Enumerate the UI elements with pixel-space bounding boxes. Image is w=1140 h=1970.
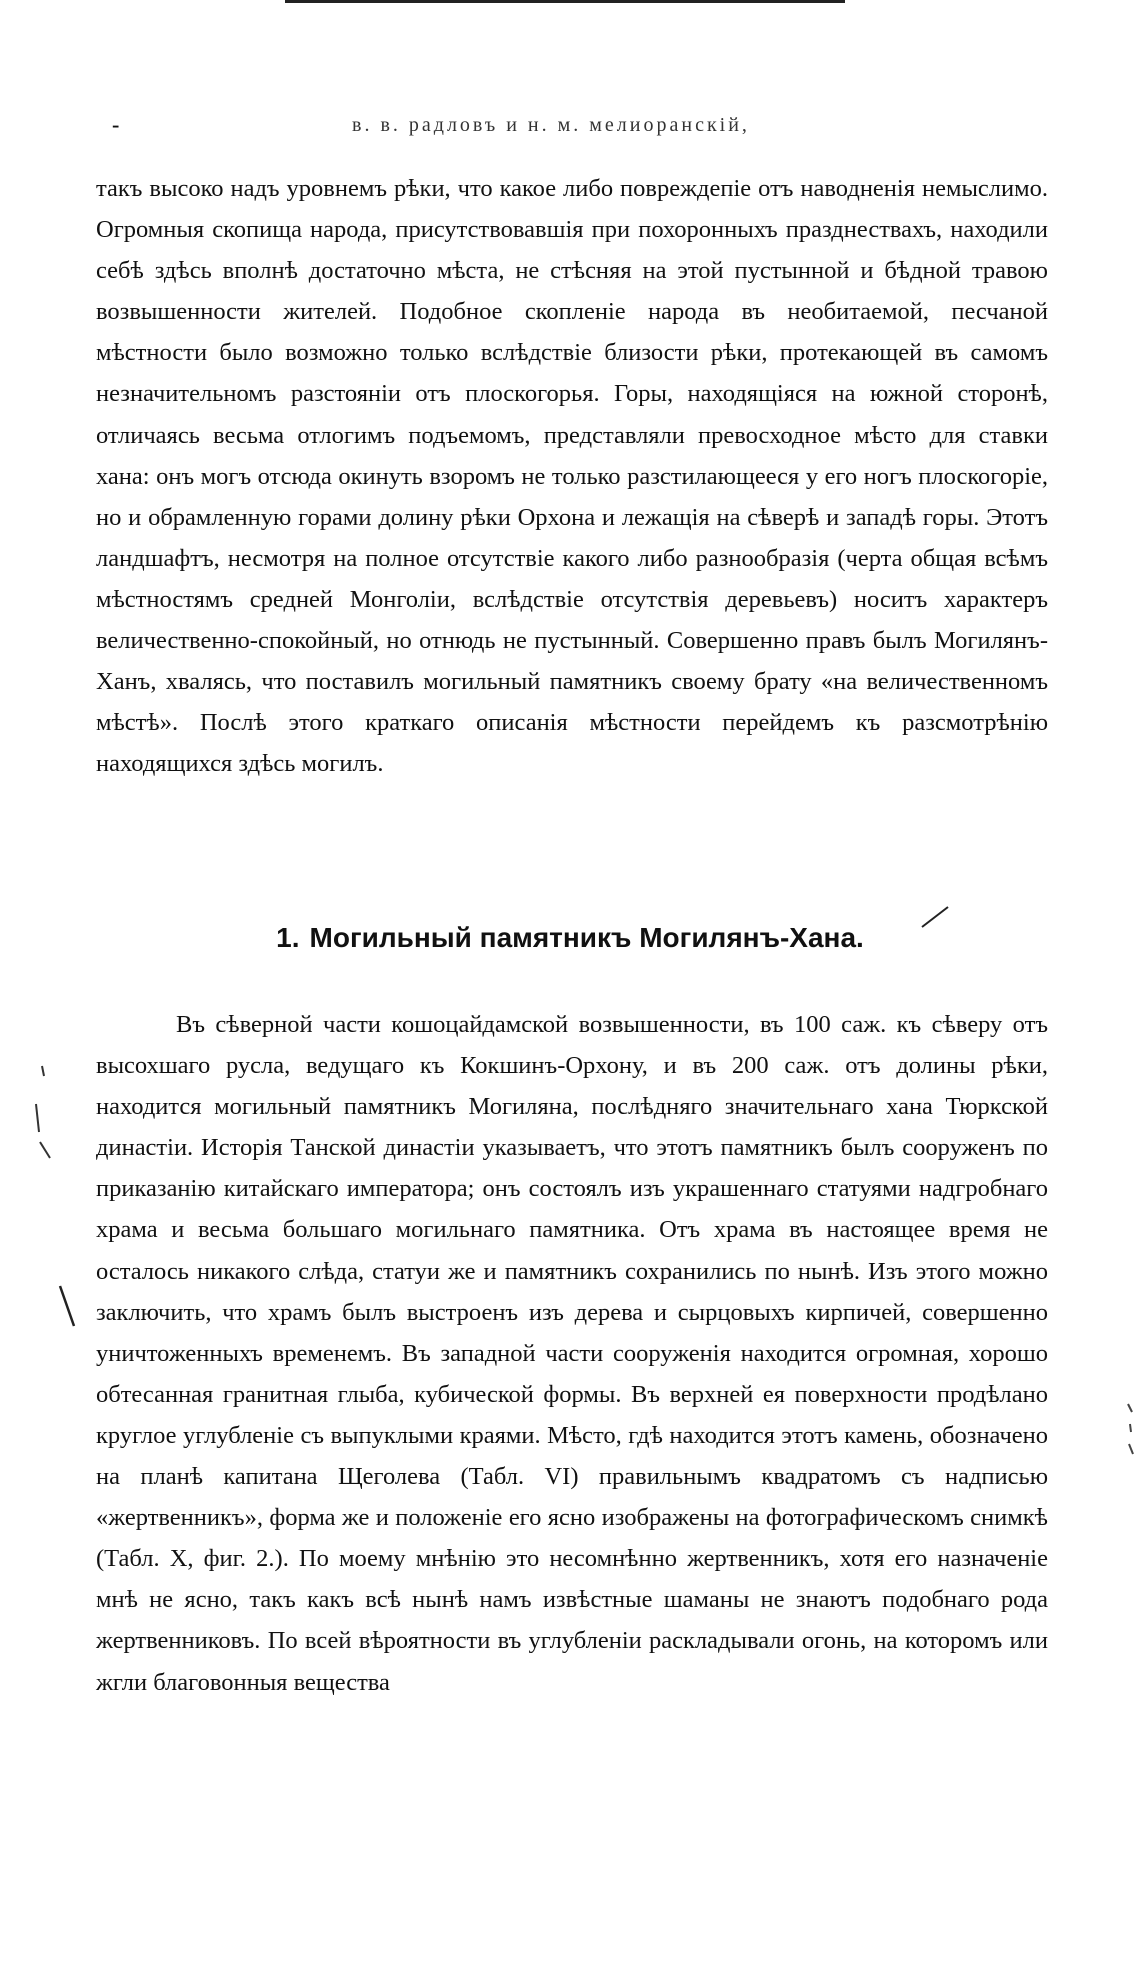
margin-pencil-mark-2 bbox=[54, 1282, 84, 1332]
section-title: Могильный памятникъ Могилянъ-Хана. bbox=[309, 922, 864, 953]
section-number: 1. bbox=[276, 922, 300, 953]
body-paragraph-2: Въ сѣверной части кошоцайдамской возвышенности, въ 100 саж. къ сѣверу отъ высохшаго русла, ведущаго къ Кокшинъ-Орхону, и въ 200 саж. отъ долины рѣки, находится могильный памятникъ Могиляна, послѣдняго значительнаго хана Тюркской династіи. Исторія Танской династіи указываетъ, что этотъ памятникъ былъ сооруженъ по приказанію китайскаго императора; онъ состоялъ изъ украшеннаго статуями надгробнаго храма и весьма большаго могильнаго памятника. Отъ храма въ настоящее время не осталось никакого слѣда, статуи же и памятникъ сохранились по нынѣ. Изъ этого можно заключить, что храмъ былъ выстроенъ изъ дерева и сырцовыхъ кирпичей, совершенно уничтоженныхъ временемъ. Въ западной части сооруженія находится огромная, хорошо обтесанная гранитная глыба, кубической формы. Въ верхней ея поверхности продѣлано круглое углубленіе съ выпуклыми краями. Мѣсто, гдѣ находится этотъ камень, обозначено на планѣ капитана Щеголева (Табл. VI) правильнымъ квадратомъ съ надписью «жертвенникъ», форма же и положеніе его ясно изображены на фотографическомъ снимкѣ (Табл. X, фиг. 2.). По моему мнѣнію это несомнѣнно жертвенникъ, хотя его назначеніе мнѣ не ясно, такъ какъ всѣ нынѣ намъ извѣстные шаманы не знаютъ подобнаго рода жертвенниковъ. По всей вѣроятности въ углубленіи раскладывали огонь, на которомъ или жгли благовонныя вещества bbox=[96, 1011, 1048, 1696]
running-head: в. в. радловъ и н. м. мелиоранскій, bbox=[352, 114, 750, 136]
page-number: - bbox=[112, 112, 122, 137]
page-header bbox=[112, 112, 1032, 142]
top-rule bbox=[285, 0, 845, 3]
section-heading bbox=[0, 922, 1140, 954]
body-paragraph-1: такъ высоко надъ уровнемъ рѣки, что какое либо повреждепіе отъ наводненія немыслимо. Огромныя скопища народа, присутствовавшія при похоронныхъ празднествахъ, находили себѣ здѣсь вполнѣ достаточно мѣста, не стѣсняя на этой пустынной и бѣдной травою возвышенности жителей. Подобное скопленіе народа въ необитаемой, песчаной мѣстности было возможно только вслѣдствіе близости рѣки, протекающей въ самомъ незначительномъ разстояніи отъ плоскогорья. Горы, находящіяся на южной сторонѣ, отличаясь весьма отлогимъ подъемомъ, представляли превосходное мѣсто для ставки хана: онъ могъ отсюда окинуть взоромъ не только разстилающееся у его ногъ плоскогоріе, но и обрамленную горами долину рѣки Орхона и лежащія на сѣверѣ и западѣ горы. Этотъ ландшафтъ, несмотря на полное отсутствіе какого либо разнообразія (черта общая всѣмъ мѣстностямъ средней Монголіи, вслѣдствіе отсутствія деревьевъ) носитъ характеръ величественно-спокойный, но отнюдь не пустынный. Совершенно правъ былъ Могилянъ-Ханъ, хвалясь, что поставилъ могильный памятникъ своему брату «на величественномъ мѣстѣ». Послѣ этого краткаго описанія мѣстности перейдемъ къ разсмотрѣнію находящихся здѣсь могилъ. bbox=[96, 175, 1048, 778]
margin-pencil-mark-1 bbox=[30, 1062, 60, 1162]
margin-pencil-mark-3 bbox=[1124, 1400, 1138, 1460]
